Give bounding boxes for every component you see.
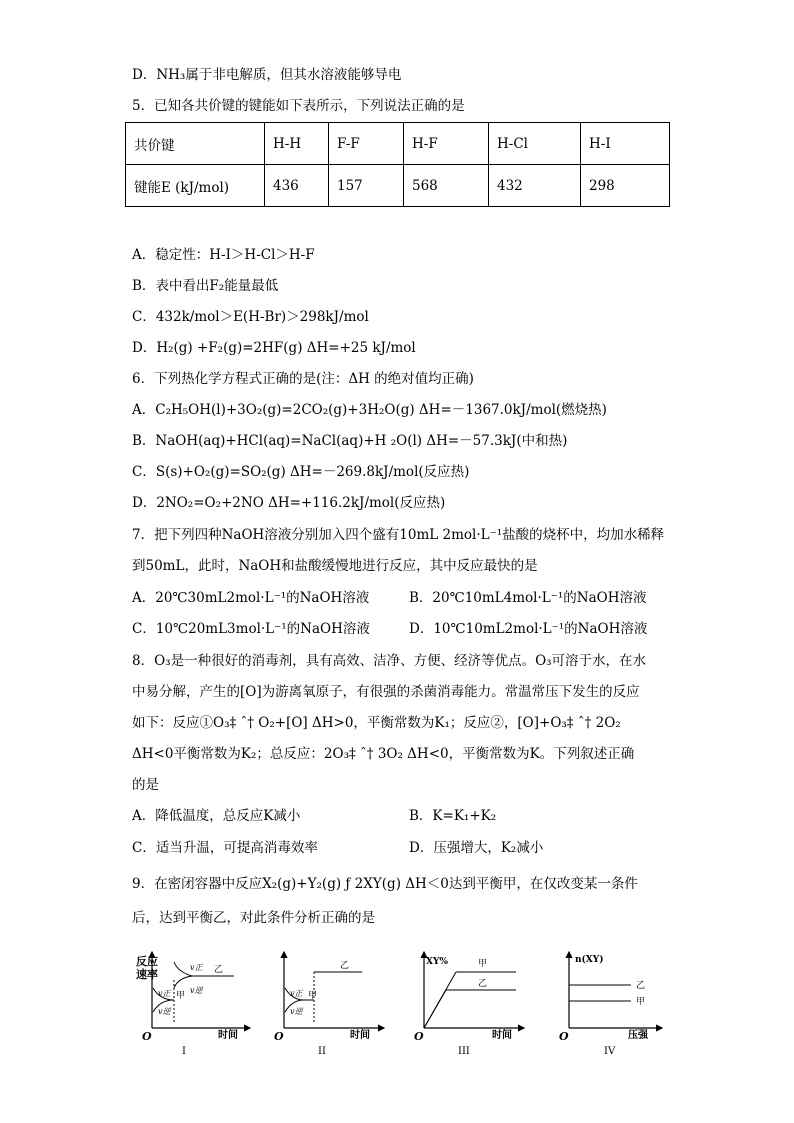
- table-cell: 568: [404, 165, 489, 207]
- f2-numeral: II: [318, 1046, 326, 1057]
- f1-numeral: I: [182, 1046, 186, 1057]
- figure-2-rate-time: [274, 952, 384, 1057]
- q8-option-c: C．适当升温，可提高消毒效率: [132, 840, 318, 856]
- f4-ylabel: n(XY): [575, 955, 604, 965]
- q7-option-a: A．20℃30mL2mol·L⁻¹的NaOH溶液: [132, 590, 370, 606]
- f1-v-zheng-1: v正: [158, 989, 171, 998]
- f2-v-zheng: v正: [290, 989, 303, 998]
- table-cell: F-F: [329, 123, 404, 165]
- table-cell: 157: [329, 165, 404, 207]
- f3-numeral: III: [458, 1046, 470, 1057]
- f4-numeral: IV: [604, 1046, 616, 1057]
- figure-4-n-xy-pressure: [559, 952, 662, 1057]
- q6-option-d: D．2NO₂=O₂+2NO ΔH=+116.2kJ/mol(反应热): [132, 495, 446, 511]
- table-cell: 432: [489, 165, 581, 207]
- q7-option-d: D．10℃10mL2mol·L⁻¹的NaOH溶液: [409, 621, 648, 637]
- f1-v-ni-1: v逆: [158, 1007, 171, 1016]
- table-cell: 298: [581, 165, 670, 207]
- table-cell: H-H: [265, 123, 329, 165]
- question-8-stem-2: 中易分解，产生的[O]为游离氧原子，有很强的杀菌消毒能力。常温常压下发生的反应: [132, 684, 640, 700]
- question-8-stem-4: ΔH<0平衡常数为K₂；总反应：2O₃‡ ˆ† 3O₂ ΔH<0，平衡常数为K。下列叙述正确: [132, 746, 635, 762]
- q8-option-d: D．压强增大，K₂减小: [409, 840, 544, 856]
- question-6-stem: 6．下列热化学方程式正确的是(注：ΔH 的绝对值均正确): [132, 371, 474, 387]
- table-cell: H-F: [404, 123, 489, 165]
- f3-xlabel: 时间: [492, 1030, 512, 1041]
- bond-energy-table: [125, 122, 670, 207]
- f4-yi: 乙: [636, 981, 646, 991]
- question-8-stem-3: 如下：反应①O₃‡ ˆ† O₂+[O] ΔH>0，平衡常数为K₁；反应②，[O]+O₃‡ ˆ† 2O₂: [132, 715, 621, 731]
- f1-origin: O: [142, 1030, 152, 1043]
- table-cell: 436: [265, 165, 329, 207]
- f4-origin: O: [559, 1030, 569, 1043]
- f1-v-ni-2: v逆: [190, 986, 203, 995]
- question-9-stem-cont: 后，达到平衡乙，对此条件分析正确的是: [132, 910, 375, 926]
- question-7-stem-cont: 到50mL，此时，NaOH和盐酸缓慢地进行反应，其中反应最快的是: [132, 558, 538, 574]
- q5-option-a: A．稳定性：H-I＞H-Cl＞H-F: [132, 247, 315, 263]
- f1-xlabel: 时间: [218, 1030, 238, 1041]
- question-9-stem: 9．在密闭容器中反应X₂(g)+Y₂(g) ƒ 2XY(g) ΔH＜0达到平衡甲，在仅改变某一条件: [132, 876, 638, 892]
- f1-v-zheng-2: v正: [190, 963, 203, 972]
- f3-origin: O: [414, 1030, 424, 1043]
- question-8-stem: 8．O₃是一种很好的消毒剂，具有高效、洁净、方便、经济等优点。O₃可溶于水，在水: [132, 653, 647, 669]
- f2-origin: O: [274, 1030, 284, 1043]
- f2-jia: 甲: [308, 991, 318, 1001]
- q6-option-c: C．S(s)+O₂(g)=SO₂(g) ΔH=－269.8kJ/mol(反应热): [132, 464, 470, 480]
- option-d-nh3: D．NH₃属于非电解质，但其水溶液能够导电: [132, 67, 402, 83]
- f1-ylabel-2: 速率: [136, 968, 158, 981]
- figure-3-xy-percent: [414, 952, 524, 1057]
- table-row: [126, 123, 670, 165]
- q7-option-c: C．10℃20mL3mol·L⁻¹的NaOH溶液: [132, 621, 370, 637]
- f1-ylabel-1: 反应: [136, 955, 158, 968]
- q5-option-d: D．H₂(g) +F₂(g)=2HF(g) ΔH=+25 kJ/mol: [132, 340, 416, 356]
- table-cell: H-Cl: [489, 123, 581, 165]
- q5-option-c: C．432k/mol＞E(H-Br)＞298kJ/mol: [132, 309, 369, 325]
- f1-jia: 甲: [176, 991, 186, 1001]
- f1-yi: 乙: [214, 965, 224, 975]
- table-cell: H-I: [581, 123, 670, 165]
- q6-option-b: B．NaOH(aq)+HCl(aq)=NaCl(aq)+H ₂O(l) ΔH=－57.3kJ(中和热): [132, 433, 568, 449]
- f3-ylabel: XY%: [426, 957, 448, 967]
- q7-option-b: B．20℃10mL4mol·L⁻¹的NaOH溶液: [409, 590, 647, 606]
- f3-yi: 乙: [478, 979, 488, 989]
- f4-xlabel: 压强: [628, 1030, 648, 1041]
- q8-option-b: B．K=K₁+K₂: [409, 808, 497, 824]
- q6-option-a: A．C₂H₅OH(l)+3O₂(g)=2CO₂(g)+3H₂O(g) ΔH=－1367.0kJ/mol(燃烧热): [132, 402, 607, 418]
- question-5-stem: 5．已知各共价键的键能如下表所示，下列说法正确的是: [132, 98, 465, 114]
- question-8-stem-5: 的是: [132, 777, 159, 793]
- q5-option-b: B．表中看出F₂能量最低: [132, 278, 279, 294]
- f4-jia: 甲: [636, 997, 646, 1007]
- table-row: [126, 165, 670, 207]
- table-cell: 共价键: [126, 123, 265, 165]
- equilibrium-figures: [126, 950, 666, 1060]
- f2-v-ni: v逆: [290, 1007, 303, 1016]
- q8-option-a: A．降低温度，总反应K减小: [132, 808, 301, 824]
- question-7-stem: 7．把下列四种NaOH溶液分别加入四个盛有10mL 2mol·L⁻¹盐酸的烧杯中，均加水稀释: [132, 527, 665, 543]
- f2-xlabel: 时间: [350, 1030, 370, 1041]
- figure-1-rate-time: [136, 952, 250, 1057]
- f3-jia: 甲: [478, 959, 488, 969]
- table-cell: 键能E (kJ/mol): [126, 165, 265, 207]
- f2-yi: 乙: [340, 961, 350, 971]
